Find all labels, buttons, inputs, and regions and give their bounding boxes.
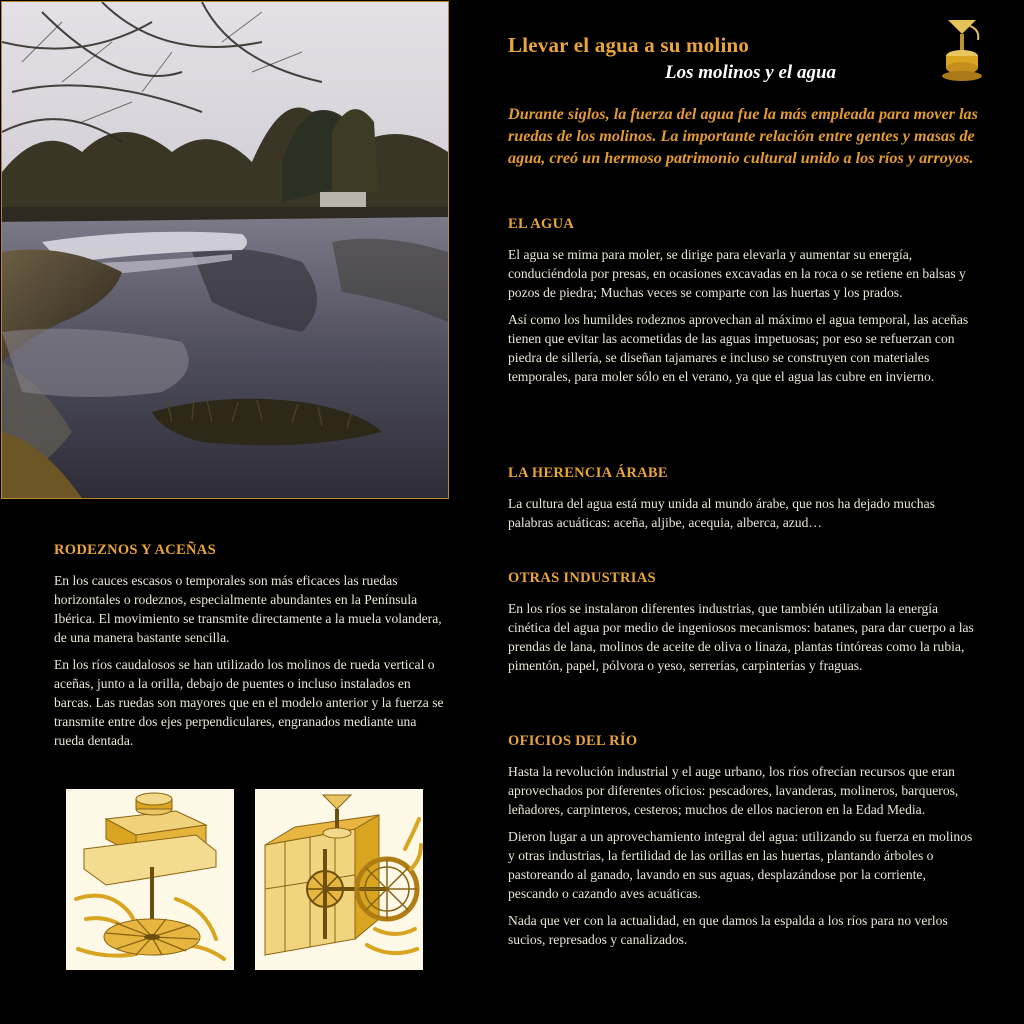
section-paragraph: El agua se mima para moler, se dirige para elevarla y aumentar su energía, conduciéndola por presas, en ocasiones excavadas en la roca o se retiene en balsas y pozos de piedra; Muchas veces se comparte con las huertas y los prados. xyxy=(508,247,966,300)
page-title: Llevar el agua a su molino xyxy=(508,33,750,57)
section-herencia-arabe xyxy=(508,465,976,540)
acena-drawing xyxy=(255,789,423,970)
mill-logo-icon xyxy=(940,16,984,84)
river-photo xyxy=(1,1,449,499)
section-paragraph: Nada que ver con la actualidad, en que damos la espalda a los ríos para no verlos sucios, represados y canalizados. xyxy=(508,913,948,947)
section-el-agua xyxy=(508,216,976,394)
section-rodeznos-acenas xyxy=(54,542,446,758)
section-paragraph: En los ríos caudalosos se han utilizado los molinos de rueda vertical o aceñas, junto a la orilla, debajo de puentes o incluso instalados en barcas. Las ruedas son mayores que en el modelo anterior y la fuerza se transmite entre dos ejes perpendiculares, engranados mediante una rueda dentada. xyxy=(54,657,444,748)
section-heading: RODEZNOS Y ACEÑAS xyxy=(54,542,216,558)
intro-paragraph: Durante siglos, la fuerza del agua fue la más empleada para mover las ruedas de los molinos. La importante relación entre gentes y masas de agua, creó un hermoso patrimonio cultural unido a los ríos y arroyos. xyxy=(508,105,978,167)
section-paragraph: En los ríos se instalaron diferentes industrias, que también utilizaban la energía cinética del agua por medio de ingeniosos mecanismos: batanes, para dar cuerpo a las prendas de lana, molinos de aceite de oliva o linaza, plantas tintóreas como la rubia, pimentón, papel, pólvora o yeso, serrerías, carpinterías y fraguas. xyxy=(508,601,974,673)
section-heading: EL AGUA xyxy=(508,216,575,232)
page-subtitle: Los molinos y el agua xyxy=(665,62,837,83)
section-heading: OTRAS INDUSTRIAS xyxy=(508,570,656,586)
section-paragraph: Dieron lugar a un aprovechamiento integral del agua: utilizando su fuerza en molinos y otras industrias, la fertilidad de las orillas en las huertas, plantando árboles o pastoreando al ganado, lavando en sus aguas, desplazándose por la corriente, pescando o cazando aves acuáticas. xyxy=(508,829,973,901)
section-otras-industrias xyxy=(508,570,976,683)
section-paragraph: En los cauces escasos o temporales son más eficaces las ruedas horizontales o rodeznos, especialmente abundantes en la Península Ibérica. El movimiento se transmite directamente a la muela volandera, de una manera bastante sencilla. xyxy=(54,573,442,645)
section-heading: OFICIOS DEL RÍO xyxy=(508,733,638,749)
section-heading: LA HERENCIA ÁRABE xyxy=(508,465,668,481)
section-paragraph: La cultura del agua está muy unida al mundo árabe, que nos ha dejado muchas palabras acuáticas: aceña, aljibe, acequia, alberca, azud… xyxy=(508,496,935,530)
section-paragraph: Así como los humildes rodeznos aprovechan al máximo el agua temporal, las aceñas tienen que evitar las acometidas de las aguas impetuosas; por eso se refuerzan con piedra de sillería, se diseñan tajamares e incluso se construyen con materiales temporales, para moler sólo en el verano, ya que el agua las cubre en invierno. xyxy=(508,312,969,384)
rodezno-drawing xyxy=(66,789,234,970)
section-paragraph: Hasta la revolución industrial y el auge urbano, los ríos ofrecían recursos que eran aprovechados por diferentes oficios: pescadores, lavanderas, molineros, barqueros, leñadores, carpinteros, cesteros; muchos de ellos nacieron en la Edad Media. xyxy=(508,764,959,817)
section-oficios-del-rio xyxy=(508,733,976,957)
